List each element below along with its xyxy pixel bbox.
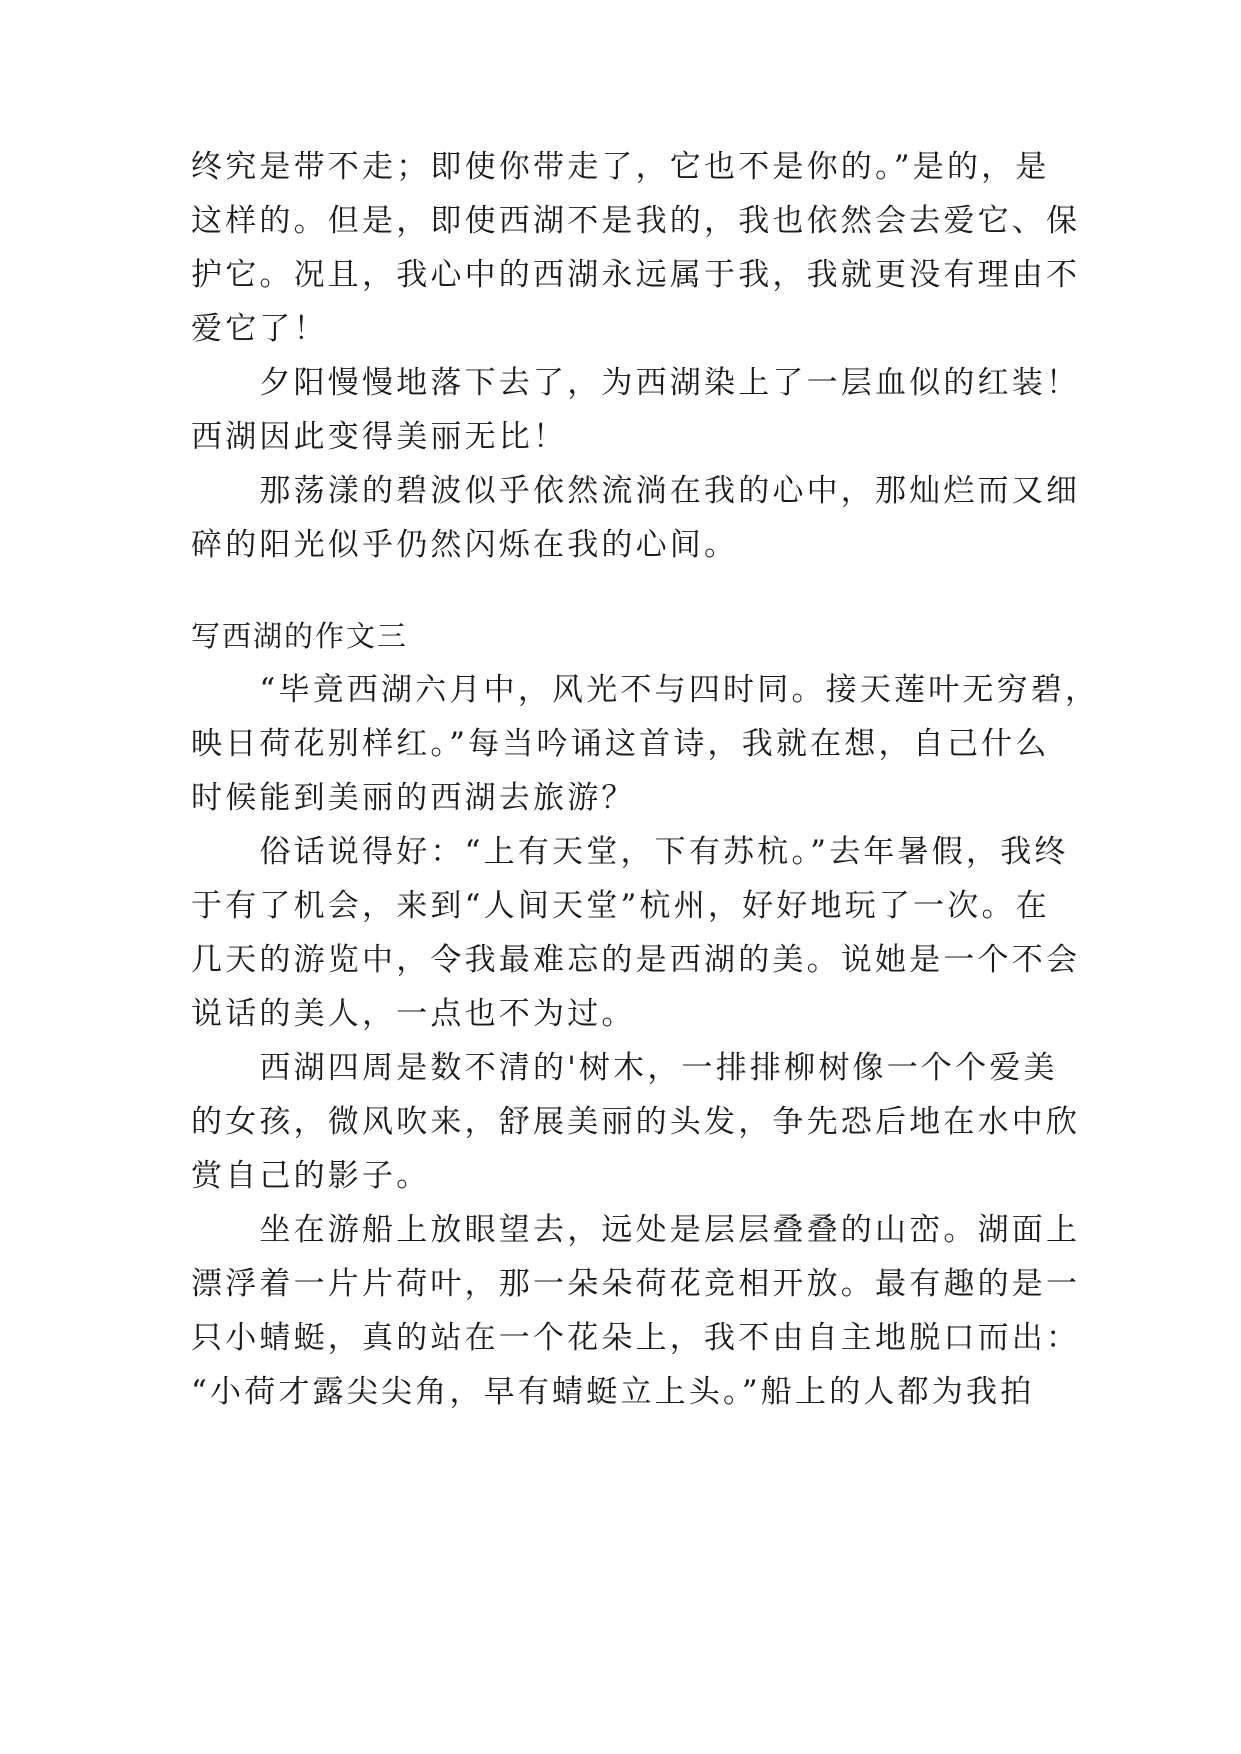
text-line: 西湖因此变得美丽无比！ [191,419,568,455]
text-line: 这样的。但是，即使西湖不是我的，我也依然会去爱它、保 [191,203,1081,239]
text-line: “毕竟西湖六月中，风光不与四时同。接天莲叶无穷碧， [191,672,1100,708]
text-line: 那荡漾的碧波似乎依然流淌在我的心中，那灿烂而又细 [191,473,1081,509]
text-line: 时候能到美丽的西湖去旅游？ [191,780,636,816]
text-line: 护它。况且，我心中的西湖永远属于我，我就更没有理由不 [191,257,1081,293]
text-line: 爱它了！ [191,311,328,347]
text-line: 赏自己的影子。 [191,1158,431,1194]
text-line: “小荷才露尖尖角，早有蜻蜓立上头。”船上的人都为我拍 [191,1374,1035,1410]
text-line: 碎的阳光似乎仍然闪烁在我的心间。 [191,527,739,563]
text-line: 西湖四周是数不清的'树木，一排排柳树像一个个爱美 [191,1050,1058,1086]
text-line: 只小蜻蜓，真的站在一个花朵上，我不由自主地脱口而出： [191,1320,1081,1356]
text-line: 终究是带不走；即使你带走了，它也不是你的。”是的，是 [191,149,1050,185]
text-line: 说话的美人，一点也不为过。 [191,996,636,1032]
text-line: 坐在游船上放眼望去，远处是层层叠叠的山峦。湖面上 [191,1212,1081,1248]
text-line: 俗话说得好：“上有天堂，下有苏杭。”去年暑假，我终 [191,834,1069,870]
text-line: 的女孩，微风吹来，舒展美丽的头发，争先恐后地在水中欣 [191,1104,1081,1140]
text-line: 几天的游览中，令我最难忘的是西湖的美。说她是一个不会 [191,942,1081,978]
text-line: 漂浮着一片片荷叶，那一朵朵荷花竞相开放。最有趣的是一 [191,1266,1081,1302]
text-line: 夕阳慢慢地落下去了，为西湖染上了一层血似的红装！ [191,365,1081,401]
text-line: 映日荷花别样红。”每当吟诵这首诗，我就在想，自己什么 [191,726,1050,762]
section-heading: 写西湖的作文三 [191,619,409,653]
text-line: 于有了机会，来到“人间天堂”杭州，好好地玩了一次。在 [191,888,1050,924]
